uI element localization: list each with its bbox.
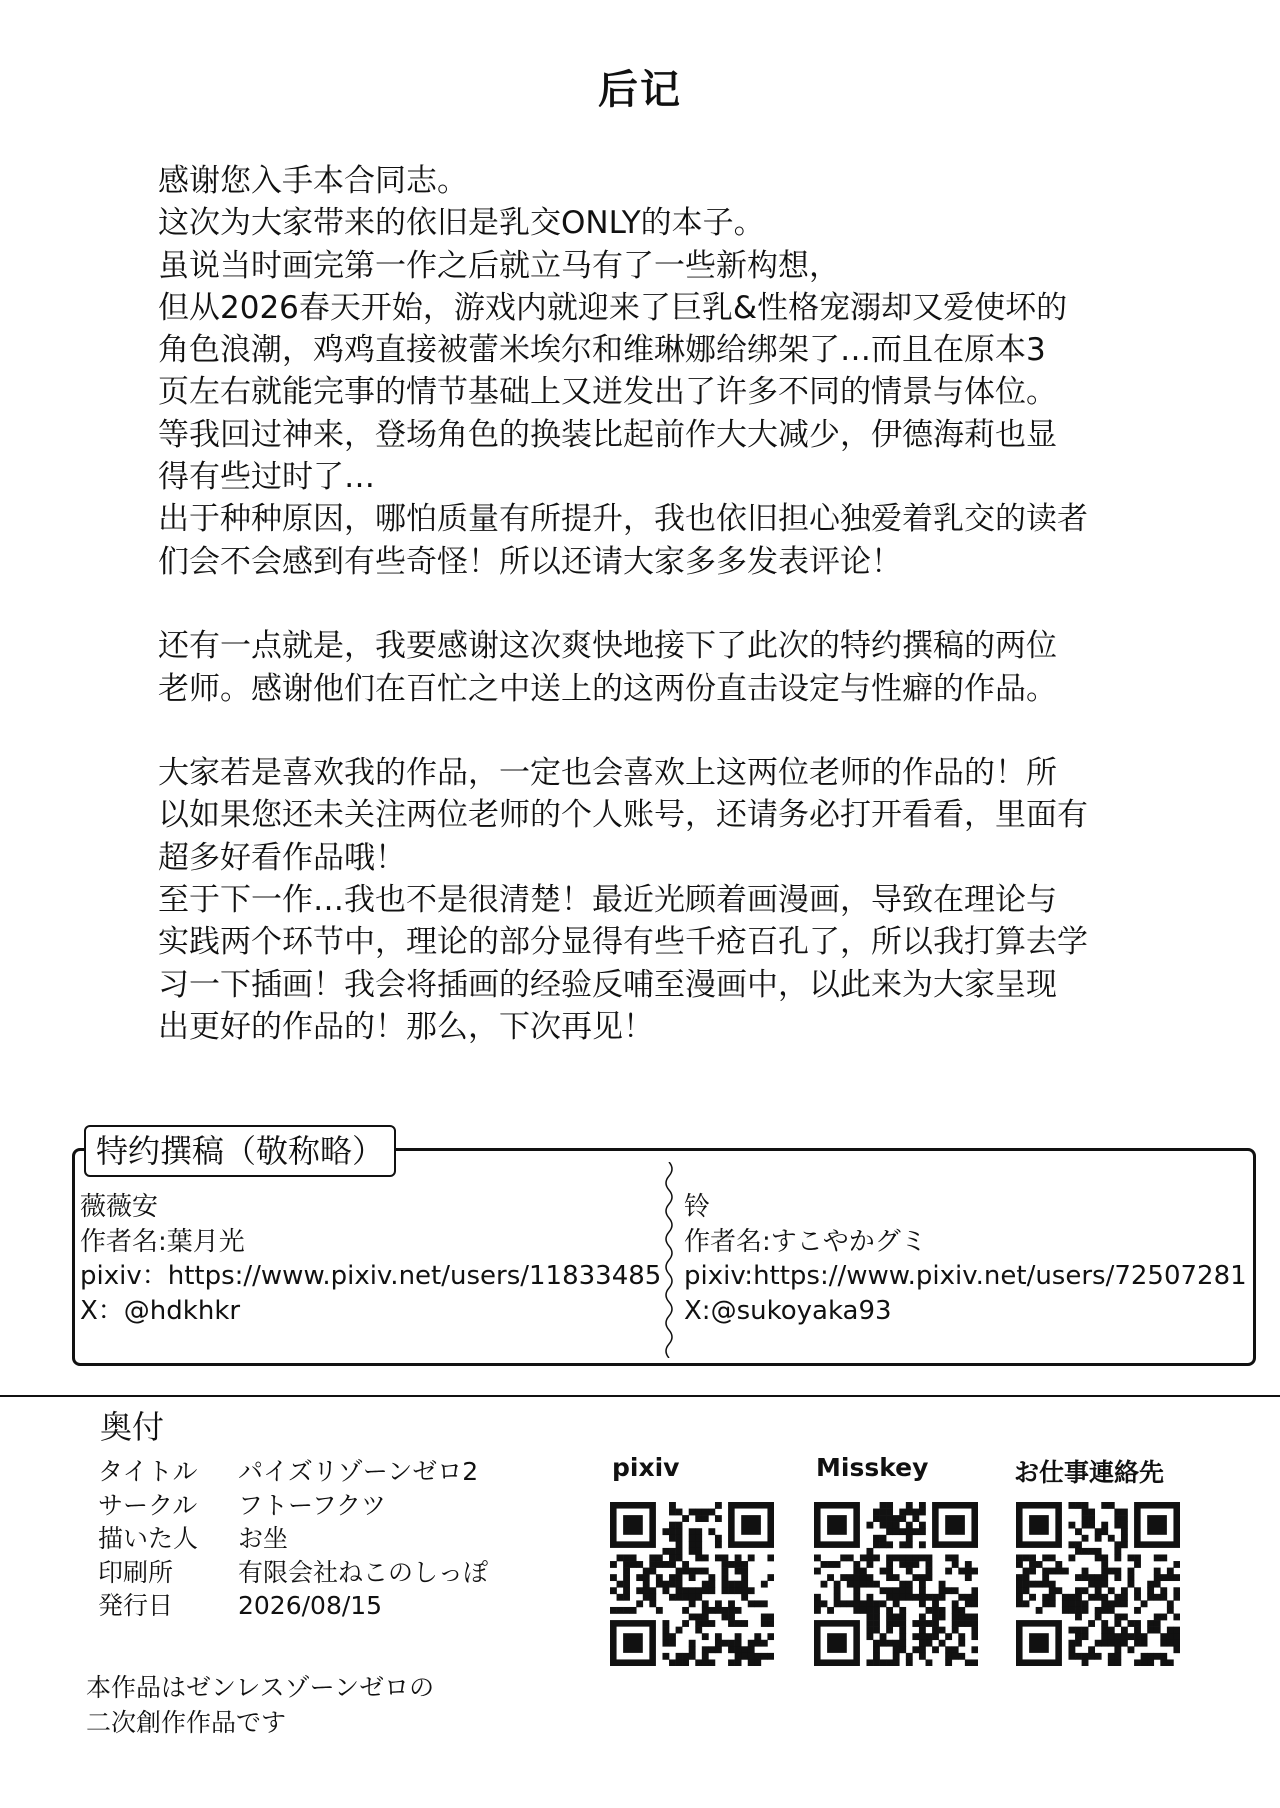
paragraph-gap xyxy=(158,583,1158,625)
colophon-table xyxy=(98,1455,488,1623)
colophon-value: 2026/08/15 xyxy=(238,1591,383,1620)
body-line: 出更好的作品的！那么，下次再见！ xyxy=(158,1008,654,1045)
colophon-key: 描いた人 xyxy=(98,1524,199,1553)
colophon-key: 印刷所 xyxy=(98,1557,174,1587)
afterword-body xyxy=(158,160,1158,1048)
body-line: 实践两个环节中，理论的部分显得有些千疮百孔了，所以我打算去学 xyxy=(158,924,1088,961)
colophon-row xyxy=(98,1489,488,1523)
guest-x-handle[interactable]: X:@sukoyaka93 xyxy=(684,1295,892,1326)
colophon-row xyxy=(98,1455,488,1489)
guest-author: 作者名:葉月光 xyxy=(80,1226,245,1257)
body-line: 们会不会感到有些奇怪！所以还请大家多多发表评论！ xyxy=(158,543,902,580)
body-line: 虽说当时画完第一作之后就立马有了一些新构想， xyxy=(158,247,840,284)
body-line: 至于下一作…我也不是很清楚！最近光顾着画漫画，导致在理论与 xyxy=(158,882,1057,919)
guest-author: 作者名:すこやかグミ xyxy=(684,1226,927,1257)
colophon-key: サークル xyxy=(98,1490,198,1520)
body-line: 等我回过神来，登场角色的换装比起前作大大减少，伊德海莉也显 xyxy=(158,416,1057,453)
body-line: 还有一点就是，我要感谢这次爽快地接下了此次的特约撰稿的两位 xyxy=(158,628,1057,665)
body-line: 以如果您还未关注两位老师的个人账号，还请务必打开看看，里面有 xyxy=(158,797,1088,834)
body-line: 角色浪潮，鸡鸡直接被蕾米埃尔和维琳娜给绑架了…而且在原本3 xyxy=(158,332,1046,369)
pixiv-qr-code-icon[interactable] xyxy=(610,1502,774,1666)
body-line: 超多好看作品哦！ xyxy=(158,839,406,876)
guest-pixiv-link[interactable]: pixiv：https://www.pixiv.net/users/11833485 xyxy=(80,1261,662,1291)
wavy-divider xyxy=(662,1162,676,1358)
body-line: 习一下插画！我会将插画的经验反哺至漫画中，以此来为大家呈现 xyxy=(158,966,1057,1003)
guest-left xyxy=(80,1190,661,1328)
guest-right xyxy=(684,1190,1247,1328)
colophon-value: パイズリゾーンゼロ2 xyxy=(238,1457,479,1486)
colophon-value: 有限会社ねこのしっぽ xyxy=(238,1557,489,1587)
contact-qr-code-icon[interactable] xyxy=(1016,1502,1180,1666)
misskey-qr-code-icon[interactable] xyxy=(814,1502,978,1666)
colophon-value: フトーフクツ xyxy=(238,1490,387,1520)
body-line: 得有些过时了… xyxy=(158,459,375,496)
body-line: 大家若是喜欢我的作品，一定也会喜欢上这两位老师的作品的！所 xyxy=(158,755,1057,792)
guest-contributors-label: 特约撰稿（敬称略） xyxy=(84,1125,396,1177)
colophon-row xyxy=(98,1556,488,1590)
colophon-row xyxy=(98,1522,488,1556)
paragraph-gap xyxy=(158,710,1158,752)
colophon-value: お坐 xyxy=(238,1524,289,1553)
note-line: 二次創作作品です xyxy=(86,1708,287,1737)
body-line: 出于种种原因，哪怕质量有所提升，我也依旧担心独爱着乳交的读者 xyxy=(158,501,1088,538)
section-divider xyxy=(0,1395,1280,1397)
body-line: 老师。感谢他们在百忙之中送上的这两份直击设定与性癖的作品。 xyxy=(158,670,1057,707)
page-title: 后记 xyxy=(598,67,682,113)
colophon-key: タイトル xyxy=(98,1457,198,1486)
guest-name: 薇薇安 xyxy=(80,1192,159,1222)
qr-label-pixiv: pixiv xyxy=(612,1453,680,1482)
guest-name: 铃 xyxy=(684,1192,711,1222)
body-line: 这次为大家带来的依旧是乳交ONLY的本子。 xyxy=(158,205,765,242)
colophon-title: 奥付 xyxy=(100,1408,165,1446)
colophon-row xyxy=(98,1589,488,1623)
qr-label-contact: お仕事連絡先 xyxy=(1014,1458,1165,1487)
body-line: 但从2026春天开始，游戏内就迎来了巨乳&性格宠溺却又爱使坏的 xyxy=(158,289,1068,326)
guest-x-handle[interactable]: X：@hdkhkr xyxy=(80,1295,241,1326)
colophon-key: 発行日 xyxy=(98,1591,174,1620)
qr-label-misskey: Misskey xyxy=(816,1453,929,1482)
body-line: 感谢您入手本合同志。 xyxy=(158,163,468,199)
note-line: 本作品はゼンレスゾーンゼロの xyxy=(86,1673,435,1702)
derivative-work-note xyxy=(86,1670,434,1740)
guest-pixiv-link[interactable]: pixiv:https://www.pixiv.net/users/72507281 xyxy=(684,1261,1247,1291)
body-line: 页左右就能完事的情节基础上又迸发出了许多不同的情景与体位。 xyxy=(158,374,1057,411)
